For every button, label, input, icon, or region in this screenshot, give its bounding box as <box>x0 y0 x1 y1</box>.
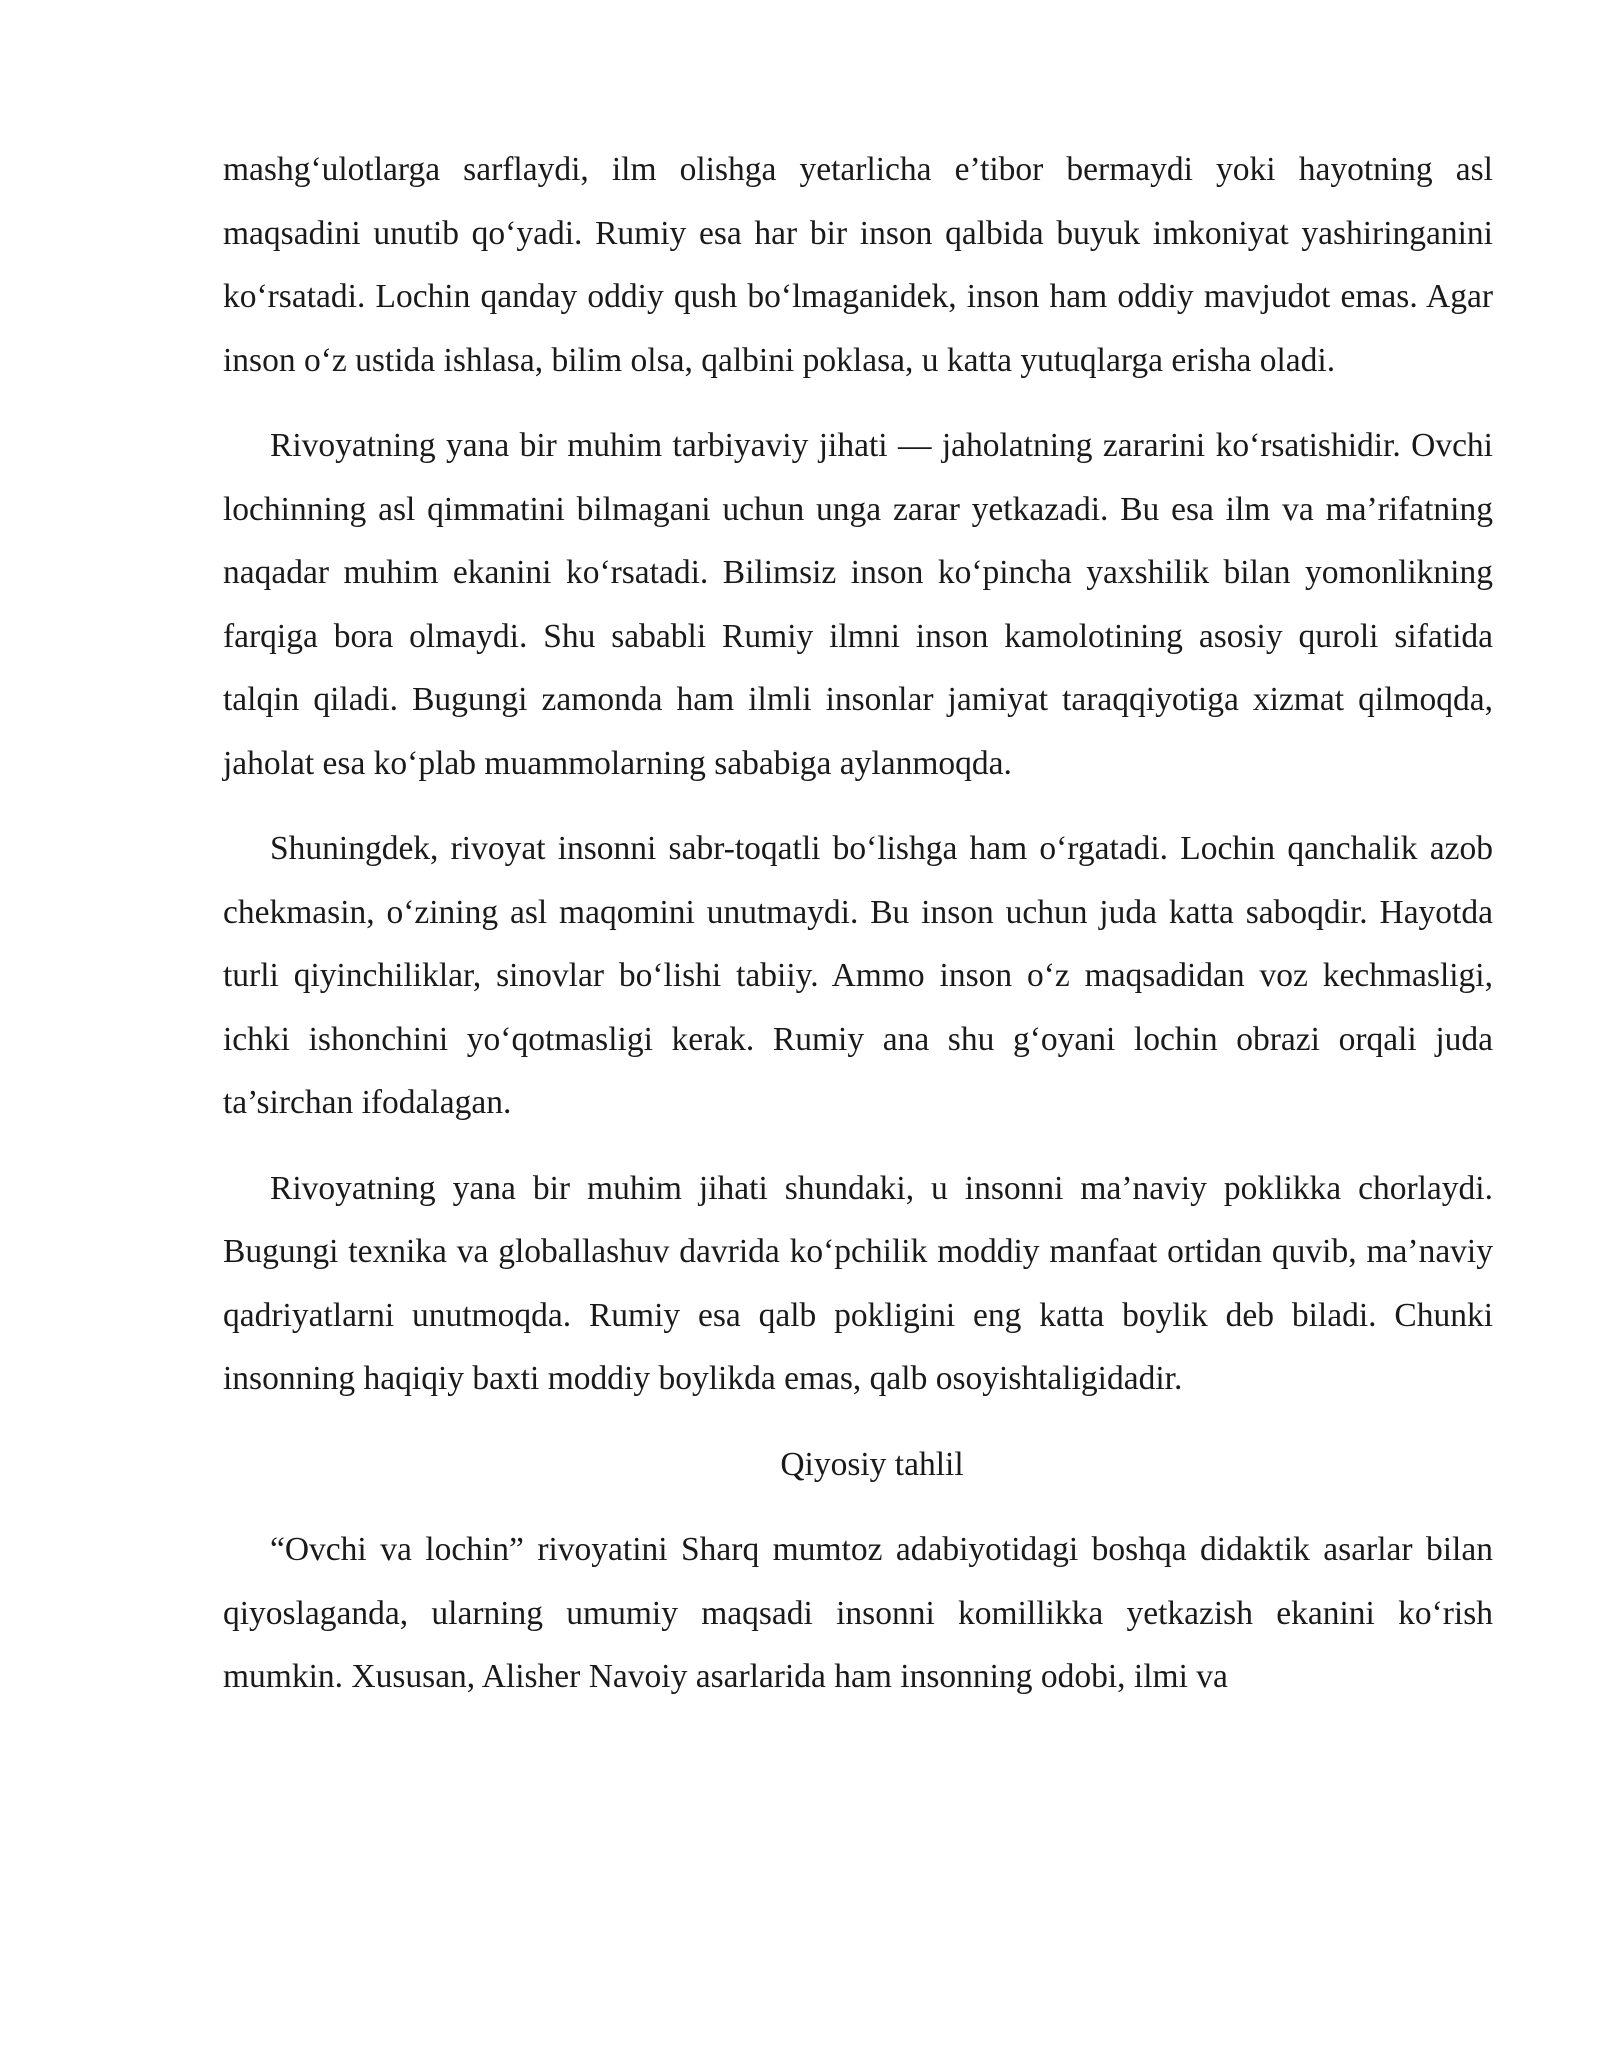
paragraph-spiritual-purity: Rivoyatning yana bir muhim jihati shundaki, u insonni ma’naviy poklikka chorlaydi. Bugungi texnika va globallashuv davrida ko‘pchilik moddiy manfaat ortidan quvib, ma’naviy qadriyatlarni unutmoqda. Rumiy esa qalb pokligini eng katta boylik deb biladi. Chunki insonning haqiqiy baxti moddiy boylikda emas, qalb osoyishtaligidadir. <box>223 1169 1493 1397</box>
paragraph-patience: Shuningdek, rivoyat insonni sabr-toqatli bo‘lishga ham o‘rgatadi. Lochin qanchalik azob chekmasin, o‘zining asl maqomini unutmaydi. Bu inson uchun juda katta saboqdir. Hayotda turli qiyinchiliklar, sinovlar bo‘lishi tabiiy. Ammo inson o‘z maqsadidan voz kechmasligi, ichki ishonchini yo‘qotmasligi kerak. Rumiy ana shu g‘oyani lochin obrazi orqali juda ta’sirchan ifodalagan. <box>223 830 1493 1121</box>
page-body <box>223 138 1493 1709</box>
paragraph-comparison: “Ovchi va lochin” rivoyatini Sharq mumtoz adabiyotidagi boshqa didaktik asarlar bilan qiyoslaganda, ularning umumiy maqsadi insonni komillikka yetkazish ekanini ko‘rish mumkin. Xususan, Alisher Navoiy asarlarida ham insonning odobi, ilmi va <box>223 1531 1493 1695</box>
paragraph-continued: mashg‘ulotlarga sarflaydi, ilm olishga yetarlicha e’tibor bermaydi yoki hayotning asl maqsadini unutib qo‘yadi. Rumiy esa har bir inson qalbida buyuk imkoniyat yashiringanini ko‘rsatadi. Lochin qanday oddiy qush bo‘lmaganidek, inson ham oddiy mavjudot emas. Agar inson o‘z ustida ishlasa, bilim olsa, qalbini poklasa, u katta yutuqlarga erisha oladi. <box>223 151 1493 379</box>
paragraph-ignorance: Rivoyatning yana bir muhim tarbiyaviy jihati — jaholatning zararini ko‘rsatishidir. Ovchi lochinning asl qimmatini bilmagani uchun unga zarar yetkazadi. Bu esa ilm va ma’rifatning naqadar muhim ekanini ko‘rsatadi. Bilimsiz inson ko‘pincha yaxshilik bilan yomonlikning farqiga bora olmaydi. Shu sababli Rumiy ilmni inson kamolotining asosiy quroli sifatida talqin qiladi. Bugungi zamonda ham ilmli insonlar jamiyat taraqqiyotiga xizmat qilmoqda, jaholat esa ko‘plab muammolarning sababiga aylanmoqda. <box>223 427 1493 782</box>
section-heading: Qiyosiy tahlil <box>780 1445 964 1483</box>
